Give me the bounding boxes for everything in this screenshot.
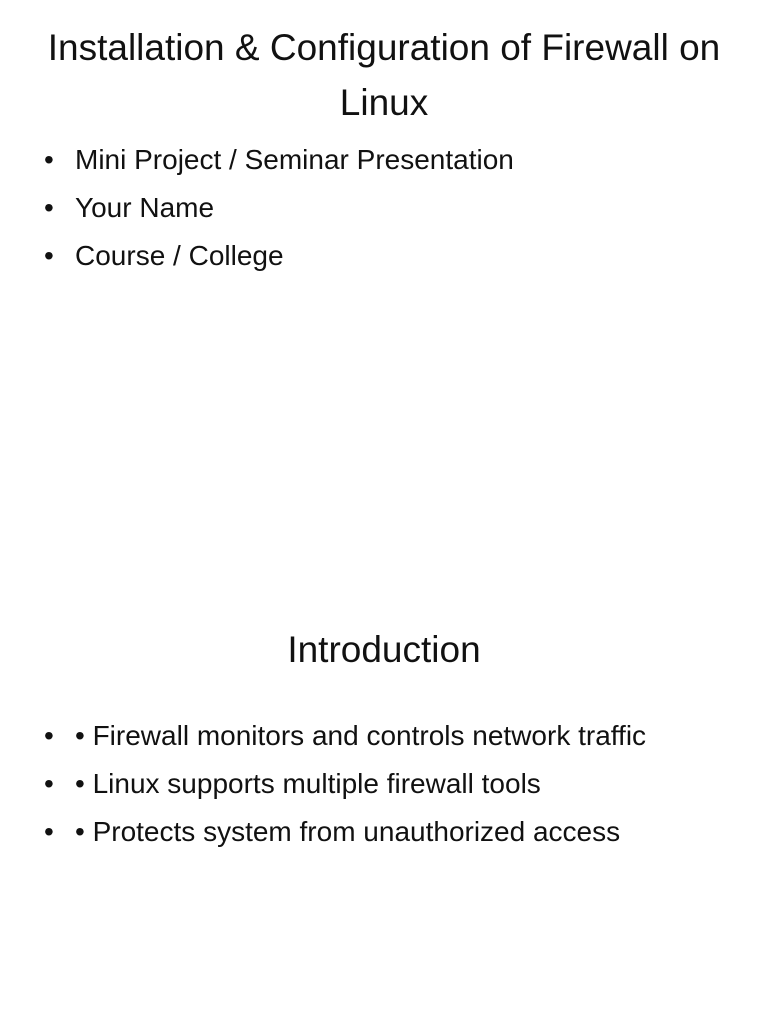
bullet-dot-icon: •: [44, 768, 54, 799]
bullet-item: [44, 140, 704, 180]
slide-title-heading: Installation & Configuration of Firewall on Linux: [47, 27, 721, 123]
bullet-item: [44, 764, 704, 804]
bullet-item: [44, 188, 704, 228]
slide-introduction: [0, 600, 768, 1024]
slide-title-bullet-list: [44, 140, 704, 284]
bullet-dot-icon: •: [44, 816, 54, 847]
bullet-text: • Protects system from unauthorized access: [75, 816, 621, 847]
bullet-item: [44, 812, 704, 852]
bullet-text: • Linux supports multiple firewall tools: [75, 768, 541, 799]
bullet-text: • Firewall monitors and controls network traffic: [75, 720, 647, 751]
slide-introduction-heading: Introduction: [287, 629, 481, 670]
bullet-item: [44, 716, 704, 756]
slide-introduction-bullet-list: [44, 716, 704, 860]
bullet-text: Your Name: [75, 192, 215, 223]
bullet-item: [44, 236, 704, 276]
bullet-dot-icon: •: [44, 720, 54, 751]
bullet-dot-icon: •: [44, 144, 54, 175]
bullet-dot-icon: •: [44, 192, 54, 223]
bullet-text: Course / College: [75, 240, 284, 271]
bullet-text: Mini Project / Seminar Presentation: [75, 144, 514, 175]
bullet-dot-icon: •: [44, 240, 54, 271]
